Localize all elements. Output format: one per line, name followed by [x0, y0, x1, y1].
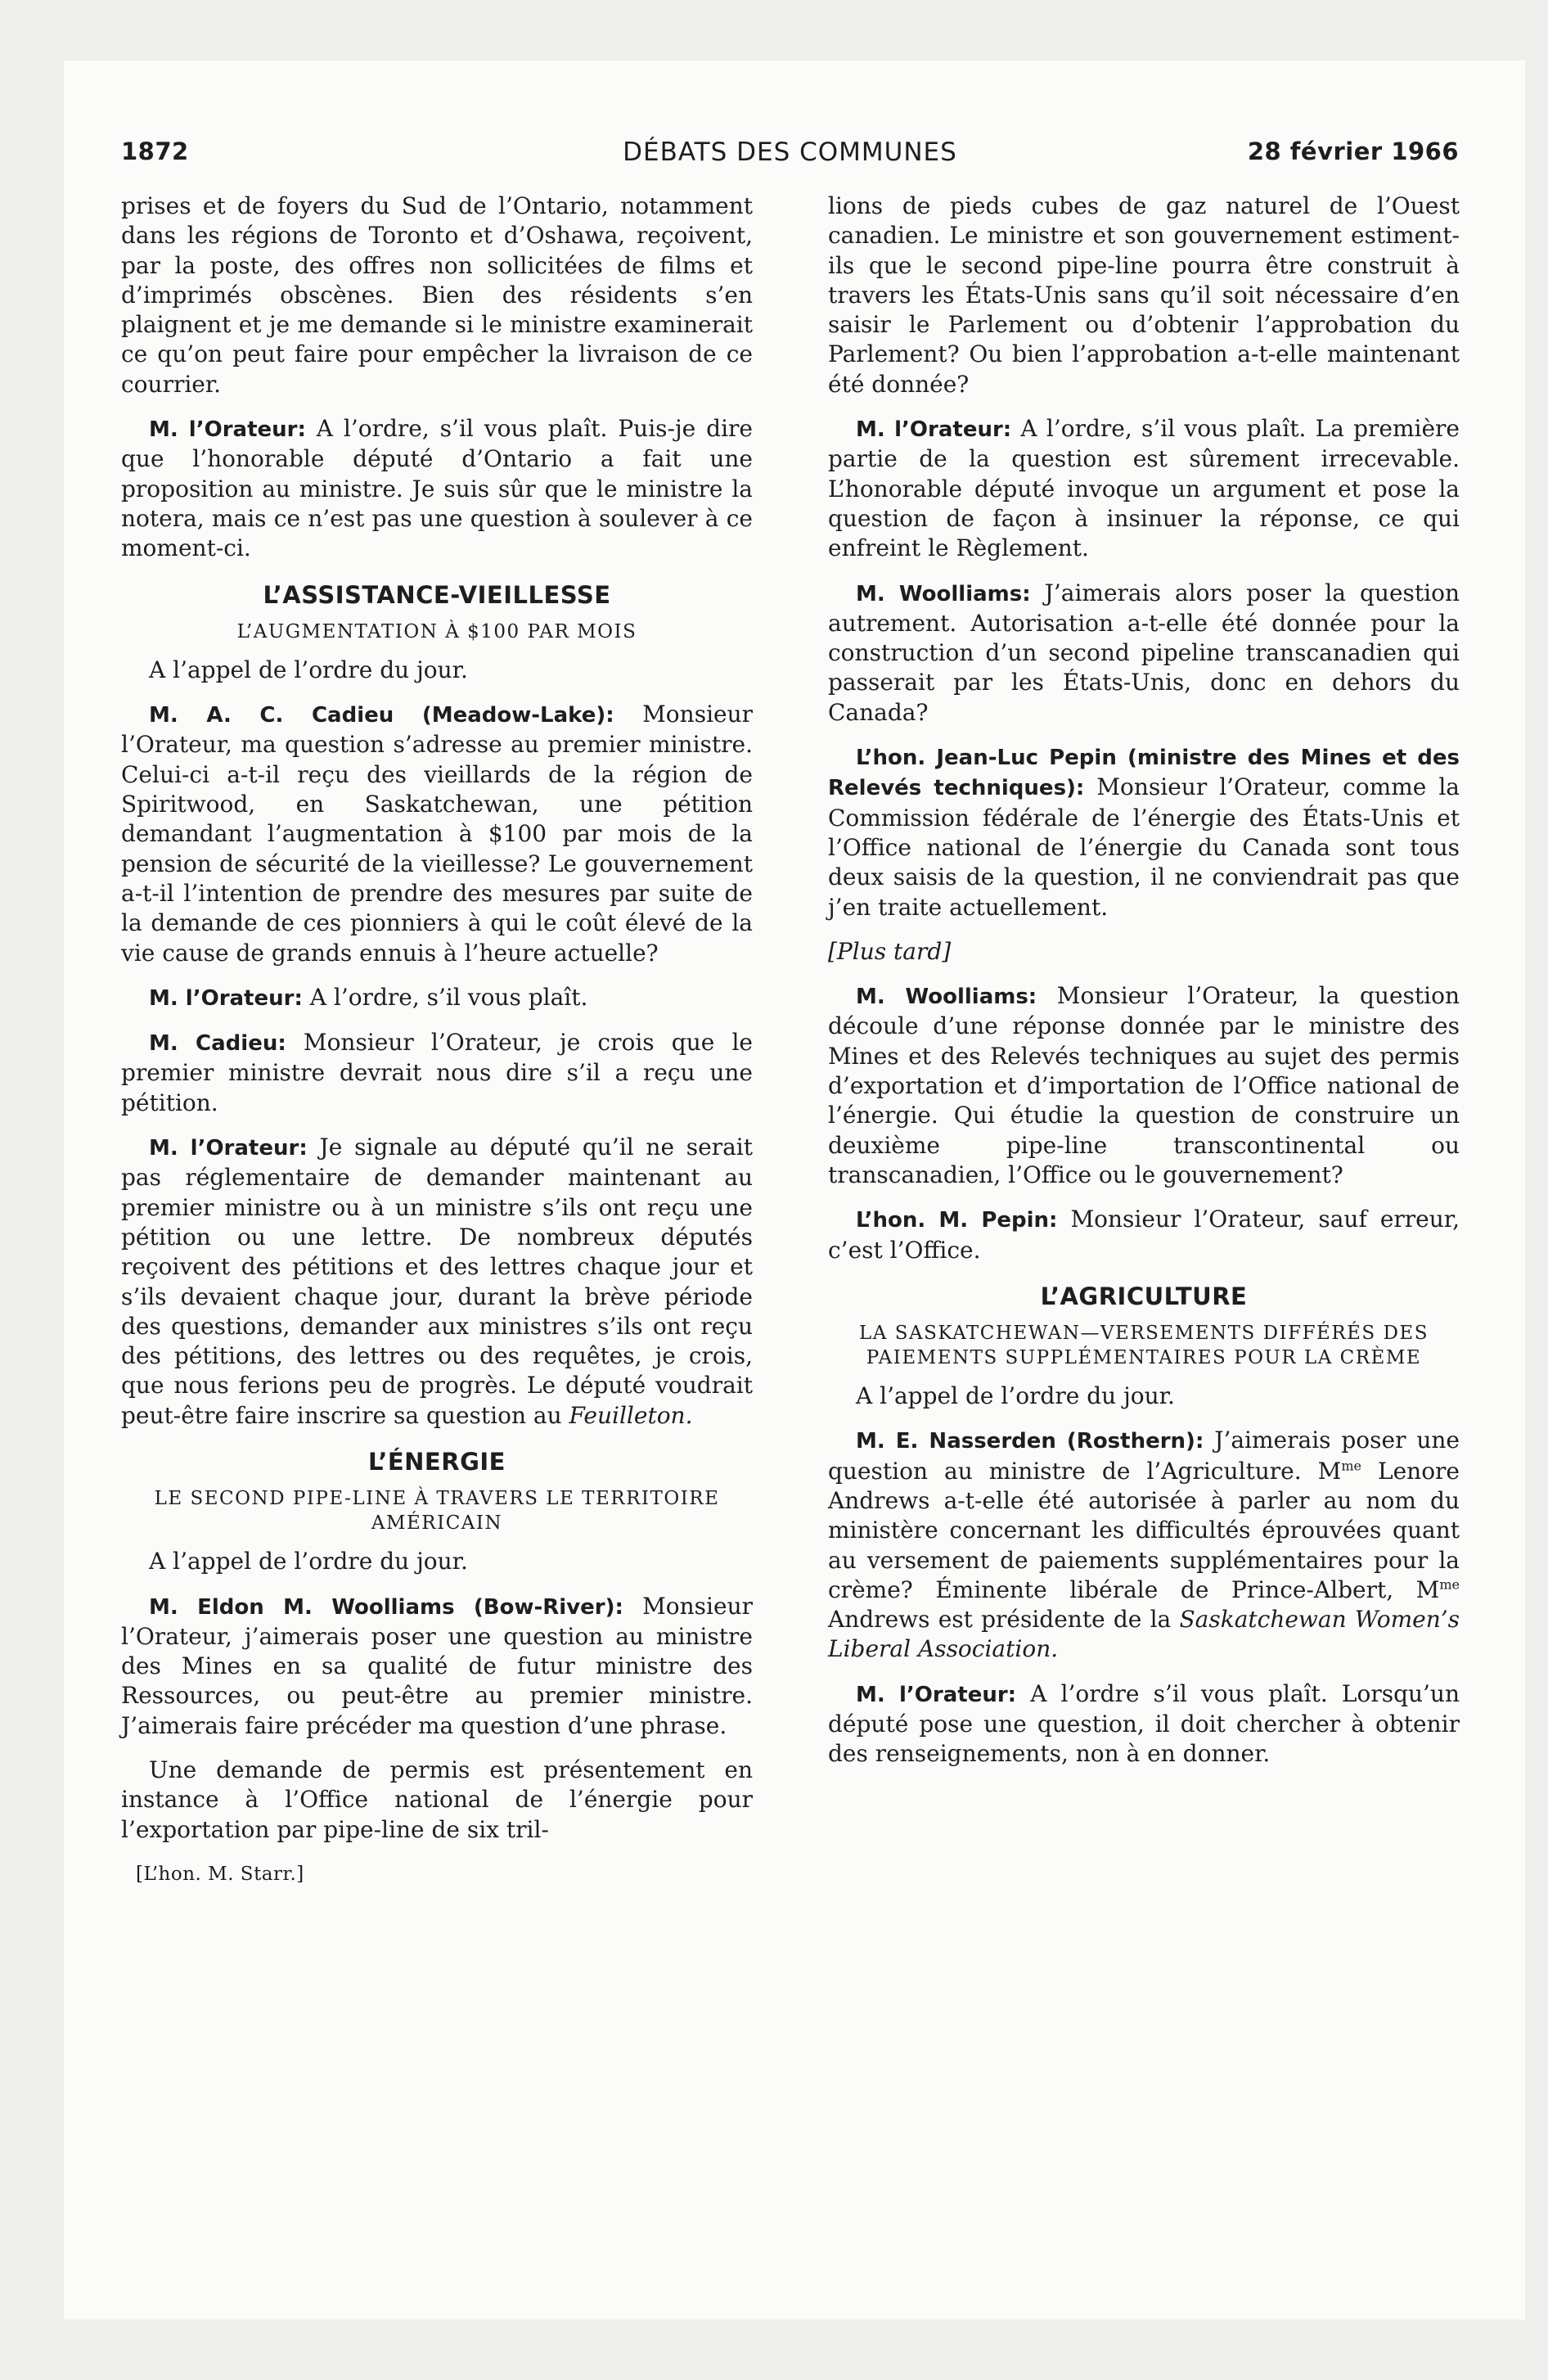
footnote: [L’hon. M. Starr.]: [136, 1863, 304, 1885]
speech-text: Monsieur l’Orateur, sauf erreur, c’est l’Office.: [828, 1206, 1460, 1264]
speech-text: A l’ordre s’il vous plaît. Lorsqu’un député pose une question, il doit chercher à obtenir des renseignements, non à en donner.: [828, 1679, 1460, 1768]
paragraph: A l’appel de l’ordre du jour.: [149, 656, 468, 683]
paragraph: A l’appel de l’ordre du jour.: [149, 1548, 468, 1575]
speaker-name: M. E. Nasserden (Rosthern):: [856, 1429, 1204, 1454]
paragraph: [121, 1592, 753, 1741]
italic-text: Feuilleton.: [569, 1401, 693, 1429]
speech-text: Je signale au député qu’il ne serait pas réglementaire de demander maintenant au premier ministre ou à un ministre s’ils ont reçu une pétition ou une lettre. De nombreux députés reçoivent des pétitions et des lettres chaque jour et s’ils devaient chaque jour, durant la brève période des questions, demander aux ministres s’ils ont reçu des pétitions, des lettres ou des requêtes, je crois, que nous ferions peu de progrès. Le député voudrait peut-être faire inscrire sa question au: [121, 1134, 754, 1429]
speaker-name: M. Cadieu:: [149, 1031, 286, 1057]
page-date: 28 février 1966: [1247, 137, 1459, 165]
speaker-name: M. Woolliams:: [856, 985, 1037, 1010]
page-number: 1872: [121, 137, 189, 165]
speech-text: Monsieur l’Orateur, ma question s’adresse au premier ministre. Celui-ci a-t-il reçu des vieillards de la région de Spiritwood, en Saskatchewan, une pétition demandant l’augmentation à $100 par mois de la pension de sécurité de la vieillesse? Le gouvernement a-t-il l’intention de prendre des mesures par suite de la demande de ces pionniers à qui le coût élevé de la vie cause de grands ennuis à l’heure actuelle?: [121, 701, 754, 967]
paragraph: A l’appel de l’ordre du jour.: [856, 1382, 1175, 1410]
italic-text: [Plus tard]: [828, 937, 952, 965]
speaker-name: L’hon. Jean-Luc Pepin (ministre des Mines et des Relevés techniques):: [828, 746, 1460, 801]
section-heading: L’AGRICULTURE: [1040, 1282, 1248, 1310]
left-column: [121, 192, 753, 1889]
paragraph: [828, 1426, 1460, 1664]
paragraph: [828, 414, 1460, 563]
speech-text: Monsieur l’Orateur, j’aimerais poser une question au ministre des Mines en sa qualité de futur ministre des Ressources, ou peut-être au premier ministre. J’aimerais faire précéder ma question d’une phrase.: [121, 1592, 753, 1739]
section-heading: L’ASSISTANCE-VIEILLESSE: [263, 580, 611, 609]
paragraph: [828, 937, 1460, 967]
paragraph: [828, 742, 1460, 922]
speaker-name: M. A. C. Cadieu (Meadow-Lake):: [149, 703, 614, 728]
page-header: [121, 137, 1459, 170]
speech-text: Monsieur l’Orateur, je crois que le premier ministre devrait nous dire s’il a reçu une pétition.: [121, 1029, 754, 1116]
section-subheading: LA SASKATCHEWAN—VERSEMENTS DIFFÉRÉS DES PAIEMENTS SUPPLÉMENTAIRES POUR LA CRÈME: [859, 1323, 1429, 1369]
speaker-name: M. Woolliams:: [856, 581, 1031, 606]
speech-text: A l’ordre, s’il vous plaît.: [309, 983, 588, 1011]
speech-text: Andrews est présidente de la: [828, 1606, 1180, 1634]
speech-text: A l’ordre, s’il vous plaît. Puis-je dire que l’honorable député d’Ontario a fait une proposition au ministre. Je suis sûr que le ministre la notera, mais ce n’est pas une question à soulever à ce moment-ci.: [121, 415, 753, 562]
paragraph: prises et de foyers du Sud de l’Ontario, notamment dans les régions de Toronto et d’Oshawa, reçoivent, par la poste, des offres non sollicitées de films et d’imprimés obscènes. Bien des résidents s’en plaignent et je me demande si le ministre examinerait ce qu’on peut faire pour empêcher la livraison de ce courrier.: [121, 192, 753, 398]
paragraph: lions de pieds cubes de gaz naturel de l’Ouest canadien. Le ministre et son gouvernement estiment-ils que le second pipe-line pourra être construit à travers les États-Unis sans qu’il soit nécessaire d’en saisir le Parlement ou d’obtenir l’approbation du Parlement? Ou bien l’approbation a-t-elle maintenant été donnée?: [828, 192, 1460, 398]
speaker-name: L’hon. M. Pepin:: [856, 1208, 1058, 1233]
paragraph: [828, 579, 1460, 728]
section-subheading: LE SECOND PIPE-LINE À TRAVERS LE TERRITOIRE AMÉRICAIN: [154, 1488, 720, 1535]
right-column: [828, 192, 1460, 1784]
paragraph: [828, 1205, 1460, 1265]
italic-text: Saskatchewan Women’s Liberal Association.: [828, 1606, 1460, 1663]
speaker-name: M. l’Orateur:: [149, 417, 306, 443]
paragraph: [121, 1133, 753, 1431]
speaker-name: M. l’Orateur:: [856, 1682, 1017, 1707]
section-heading: L’ÉNERGIE: [368, 1447, 506, 1476]
speech-text: J’aimerais poser une question au ministre de l’Agriculture. M: [828, 1427, 1460, 1485]
speech-text: A l’ordre, s’il vous plaît. La première partie de la question est sûrement irrecevable. L’honorable député invoque un argument et pose la question de façon à insinuer la réponse, ce qui enfreint le Règlement.: [828, 415, 1460, 562]
paragraph: [121, 414, 753, 563]
publication-title: DÉBATS DES COMMUNES: [623, 137, 957, 167]
speech-text: Monsieur l’Orateur, comme la Commission fédérale de l’énergie des États-Unis et l’Office national de l’énergie du Canada sont tous deux saisis de la question, il ne conviendrait pas que j’en traite actuellement.: [828, 773, 1460, 921]
superscript: me: [1439, 1576, 1460, 1593]
speaker-name: M. l’Orateur:: [856, 417, 1012, 443]
paragraph: [828, 1679, 1460, 1769]
speech-text: Lenore Andrews a-t-elle été autorisée à parler au nom du ministère concernant les difficultés éprouvées quant au versement de paiements supplémentaires pour la crème? Éminente libérale de Prince-Albert, M: [828, 1457, 1460, 1603]
paragraph: [828, 981, 1460, 1190]
speaker-name: M. l’Orateur:: [149, 985, 303, 1011]
paragraph: [121, 983, 753, 1013]
section-subheading: L’AUGMENTATION À $100 PAR MOIS: [236, 620, 637, 642]
paragraph: [121, 700, 753, 968]
paragraph: [121, 1028, 753, 1118]
paragraph: Une demande de permis est présentement en instance à l’Office national de l’énergie pour l’exportation par pipe-line de six tril-: [121, 1756, 753, 1843]
speaker-name: M. l’Orateur:: [149, 1136, 308, 1161]
superscript: me: [1341, 1458, 1361, 1474]
speech-text: Monsieur l’Orateur, la question découle d’une réponse donnée par le ministre des Mines et des Relevés techniques au sujet des permis d’exportation et d’importation de l’Office national de l’énergie. Qui étudie la question de construire un deuxième pipe-line transcontinental ou transcanadien, l’Office ou le gouvernement?: [828, 982, 1460, 1188]
speech-text: J’aimerais alors poser la question autrement. Autorisation a-t-elle été donnée pour la construction d’un second pipeline transcanadien qui passerait par les États-Unis, donc en dehors du Canada?: [828, 579, 1460, 726]
speaker-name: M. Eldon M. Woolliams (Bow-River):: [149, 1594, 623, 1620]
